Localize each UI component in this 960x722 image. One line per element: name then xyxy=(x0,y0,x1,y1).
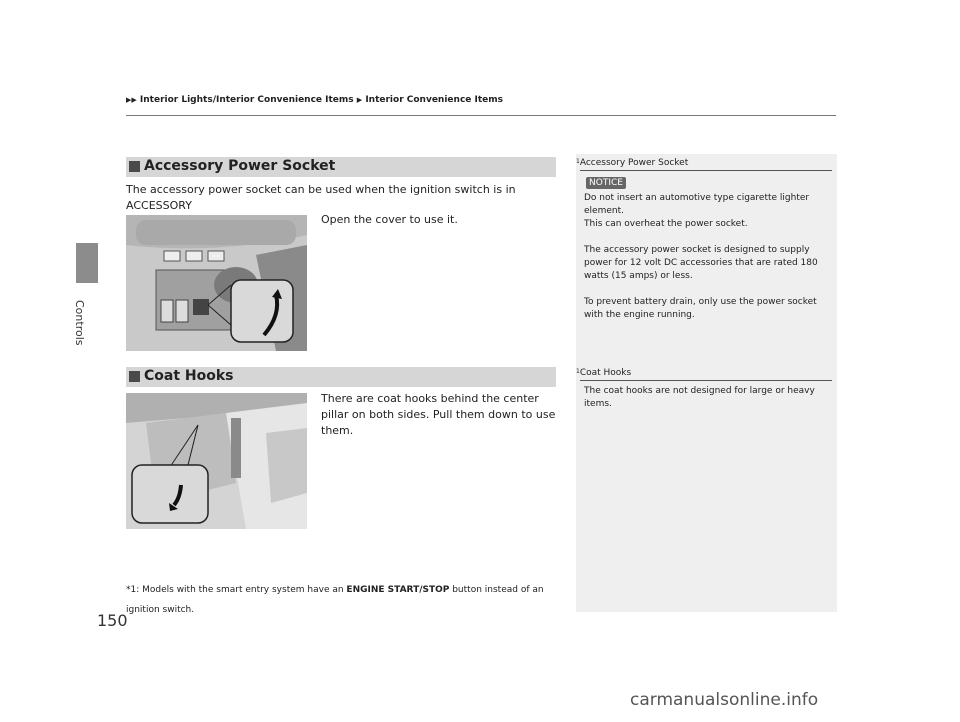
chapter-label: Controls xyxy=(73,300,86,346)
power-socket-caption: Open the cover to use it. xyxy=(321,213,458,226)
square-bullet-icon xyxy=(129,371,140,382)
note-rule xyxy=(580,380,832,381)
note-paragraph: Do not insert an automotive type cigarette lighter element. xyxy=(584,193,810,216)
square-bullet-icon xyxy=(129,161,140,172)
breadcrumb-part-1: Interior Lights/Interior Convenience Items xyxy=(139,95,354,105)
notice-badge: NOTICE xyxy=(586,177,626,189)
note-hooks-body: The coat hooks are not designed for large or heavy items. xyxy=(584,386,815,409)
note-ref-marker: 1 xyxy=(576,158,580,165)
note-title-text: Accessory Power Socket xyxy=(579,158,689,168)
footnote-suffix: button instead of an ignition switch. xyxy=(126,585,544,615)
section-title: Coat Hooks xyxy=(144,368,234,384)
header-rule xyxy=(126,115,836,116)
double-arrow-icon: ▶▶ xyxy=(126,96,137,104)
note-title-coat-hooks xyxy=(576,368,631,378)
section-header-power-socket xyxy=(126,157,556,177)
note-ref-marker: 1 xyxy=(576,368,580,375)
arrow-icon: ▶ xyxy=(356,96,363,104)
note-paragraph: The accessory power socket is designed to supply power for 12 volt DC accessories that are rated 180 watts (15 amps) or less. xyxy=(584,245,818,281)
coat-hooks-caption: There are coat hooks behind the center pillar on both sides. Pull them down to use them. xyxy=(321,392,556,437)
section-title: Accessory Power Socket xyxy=(144,158,336,174)
footnote-prefix: *1: Models with the smart entry system have an xyxy=(126,585,347,595)
footnote xyxy=(126,580,566,620)
note-paragraph: This can overheat the power socket. xyxy=(584,219,748,229)
note-power-body xyxy=(584,192,829,322)
note-title-power-socket xyxy=(576,158,688,168)
breadcrumb-part-2: Interior Convenience Items xyxy=(365,95,503,105)
intro-text: The accessory power socket can be used when the ignition switch is in ACCESSORY xyxy=(126,183,516,212)
breadcrumb xyxy=(126,95,503,105)
page-number: 150 xyxy=(97,611,128,630)
note-rule xyxy=(580,170,832,171)
chapter-tab-marker xyxy=(76,243,98,283)
watermark: carmanualsonline.info xyxy=(630,690,819,710)
section-header-coat-hooks xyxy=(126,367,556,387)
note-title-text: Coat Hooks xyxy=(579,368,632,378)
coat-hooks-photo xyxy=(126,393,307,529)
note-paragraph: To prevent battery drain, only use the power socket with the engine running. xyxy=(584,297,817,320)
footnote-bold: ENGINE START/STOP xyxy=(346,585,450,595)
power-socket-photo xyxy=(126,215,307,351)
